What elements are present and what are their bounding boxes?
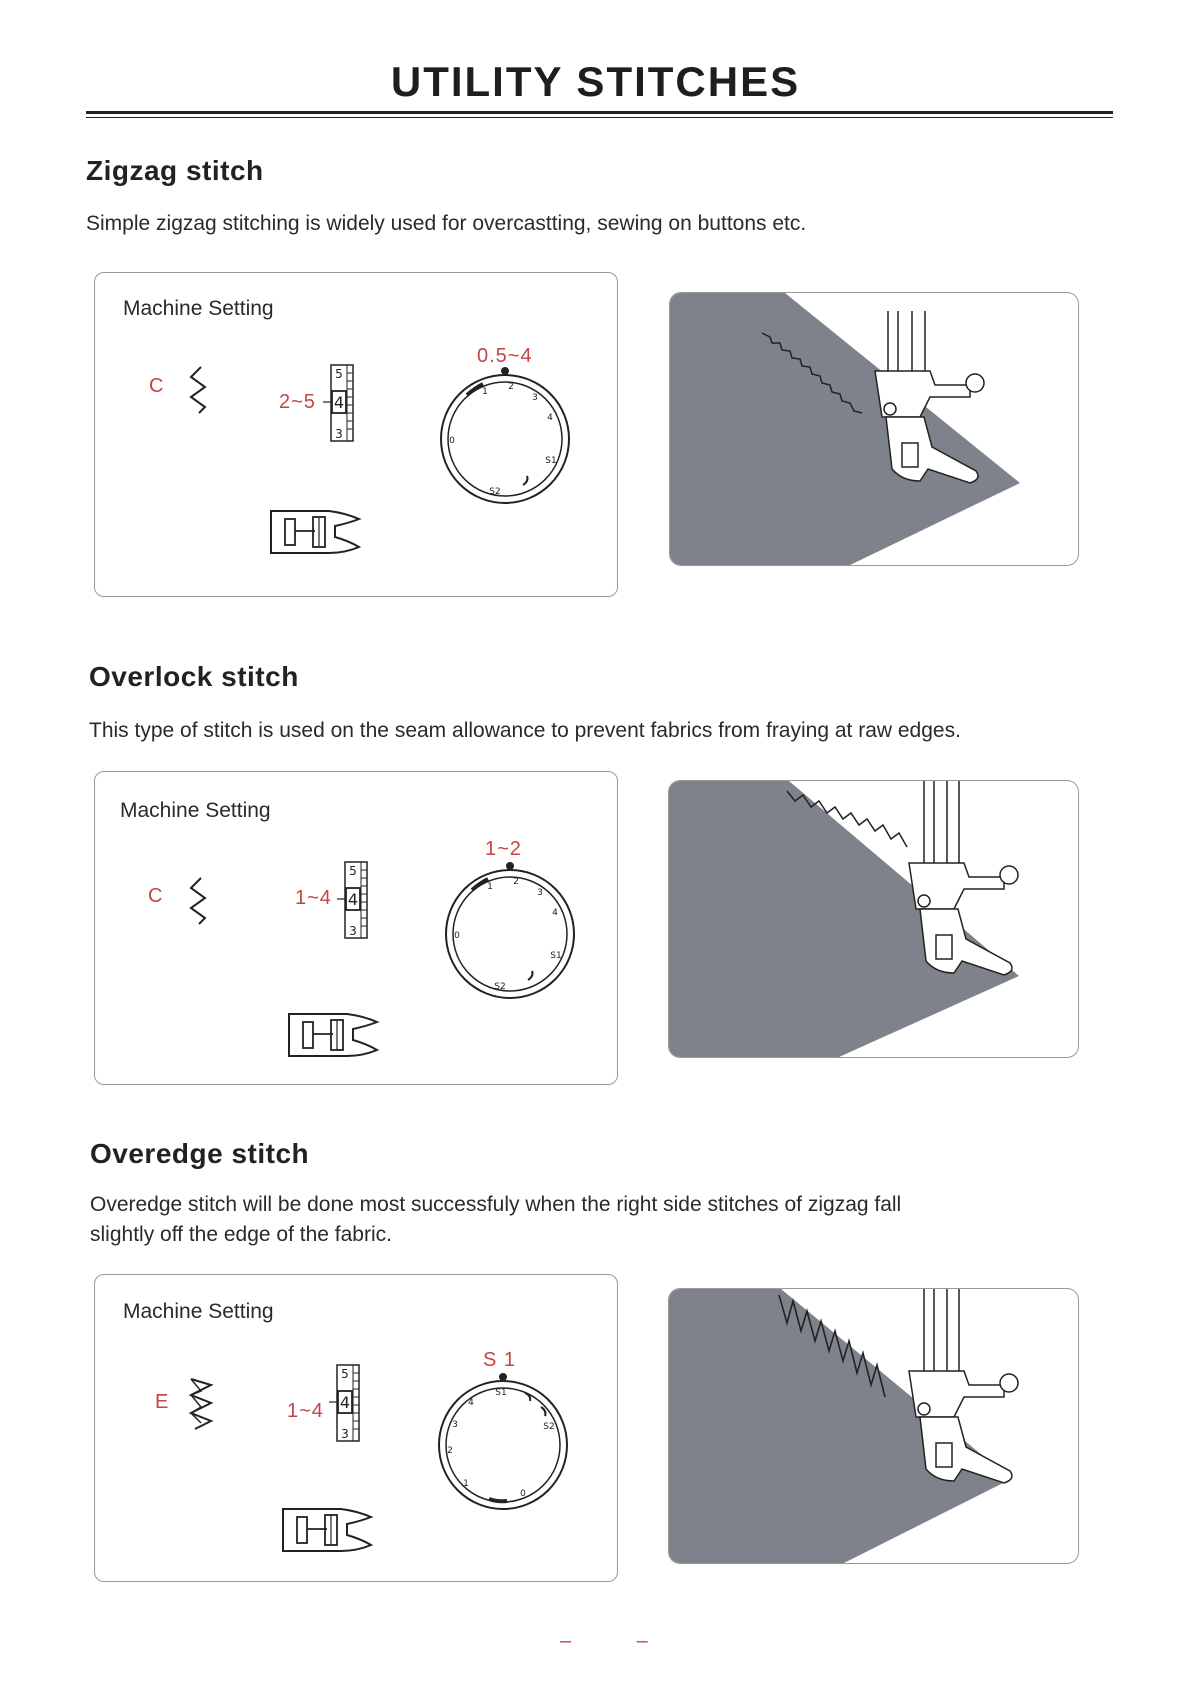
stitch-width-value: 0.5~4 <box>477 345 533 367</box>
machine-setting-title: Machine Setting <box>120 799 271 822</box>
stitch-width-value: 1~2 <box>485 838 522 860</box>
fabric-shape <box>669 781 1019 1057</box>
svg-text:S2: S2 <box>543 1422 555 1432</box>
stitch-length-scale-icon <box>335 860 371 940</box>
svg-text:2: 2 <box>447 1446 453 1456</box>
svg-text:1: 1 <box>482 387 488 397</box>
section-heading-overlock: Overlock stitch <box>89 661 299 692</box>
svg-text:S1: S1 <box>495 1388 507 1398</box>
svg-text:0: 0 <box>449 436 455 446</box>
machine-setting-panel-overedge <box>94 1274 618 1582</box>
machine-setting-title: Machine Setting <box>123 1300 274 1323</box>
svg-text:S2: S2 <box>489 487 501 497</box>
presser-foot-icon <box>281 1507 375 1553</box>
machine-setting-panel-zigzag <box>94 272 618 597</box>
stitch-illustration-overedge <box>668 1288 1079 1564</box>
scale-digit: 5 <box>341 1367 349 1381</box>
svg-text:2: 2 <box>513 877 519 887</box>
stitch-width-dial <box>435 365 575 505</box>
svg-text:1: 1 <box>463 1479 469 1489</box>
scale-digit: 5 <box>349 864 357 878</box>
section-description-overedge <box>90 1190 901 1250</box>
stitch-mode-letter: E <box>155 1391 169 1413</box>
stitch-length-scale-icon <box>321 363 357 443</box>
svg-text:0: 0 <box>520 1489 526 1499</box>
stitch-width-value: S 1 <box>483 1349 517 1371</box>
svg-text:S2: S2 <box>494 982 506 992</box>
page-number-marks: – – <box>560 1630 678 1652</box>
section-description-zigzag: Simple zigzag stitching is widely used for overcastting, sewing on buttons etc. <box>86 212 807 235</box>
zigzag-stitch-icon <box>187 876 211 926</box>
section-heading-overedge: Overedge stitch <box>90 1138 310 1169</box>
title-rule-thin <box>86 117 1113 118</box>
svg-text:4: 4 <box>468 1398 474 1408</box>
stitch-length-scale-icon <box>327 1363 363 1443</box>
section-description-overlock: This type of stitch is used on the seam allowance to prevent fabrics from fraying at raw edges. <box>89 719 961 742</box>
stitch-illustration-overlock <box>668 780 1079 1058</box>
stitch-width-dial <box>433 1371 573 1511</box>
stitch-width-dial <box>440 860 580 1000</box>
presser-foot-icon <box>287 1012 381 1058</box>
scale-digit: 3 <box>349 924 357 938</box>
machine-setting-panel-overlock <box>94 771 618 1085</box>
section-heading-zigzag: Zigzag stitch <box>86 155 264 186</box>
page-title: UTILITY STITCHES <box>390 58 801 105</box>
svg-text:3: 3 <box>452 1420 458 1430</box>
scale-digit-selected: 4 <box>339 1393 351 1412</box>
svg-text:4: 4 <box>552 908 558 918</box>
scale-digit-selected: 4 <box>333 393 345 412</box>
title-rule <box>86 111 1113 114</box>
stitch-mode-letter: C <box>148 885 163 907</box>
svg-text:2: 2 <box>508 382 514 392</box>
svg-text:S1: S1 <box>545 456 557 466</box>
svg-text:3: 3 <box>537 888 543 898</box>
presser-foot-icon <box>269 509 363 555</box>
presser-foot-drawing <box>909 1289 1018 1483</box>
scale-digit-selected: 4 <box>347 890 359 909</box>
machine-setting-title: Machine Setting <box>123 297 274 320</box>
description-line: Overedge stitch will be done most successfuly when the right side stitches of zigzag fall <box>90 1193 902 1216</box>
svg-text:3: 3 <box>532 393 538 403</box>
scale-digit: 3 <box>335 427 343 441</box>
svg-text:4: 4 <box>547 413 553 423</box>
svg-text:0: 0 <box>454 931 460 941</box>
stitch-length-range: 1~4 <box>287 1400 324 1422</box>
svg-text:1: 1 <box>487 882 493 892</box>
fabric-shape <box>670 293 1020 565</box>
scale-digit: 5 <box>335 367 343 381</box>
stitch-length-range: 2~5 <box>279 391 316 413</box>
svg-text:S1: S1 <box>550 951 562 961</box>
overedge-stitch-icon <box>187 1375 215 1431</box>
scale-digit: 3 <box>341 1427 349 1441</box>
stitch-length-range: 1~4 <box>295 887 332 909</box>
presser-foot-drawing <box>909 781 1018 975</box>
zigzag-stitch-icon <box>187 365 211 415</box>
description-line: slightly off the edge of the fabric. <box>90 1223 392 1246</box>
stitch-illustration-zigzag <box>669 292 1079 566</box>
stitch-mode-letter: C <box>149 375 164 397</box>
